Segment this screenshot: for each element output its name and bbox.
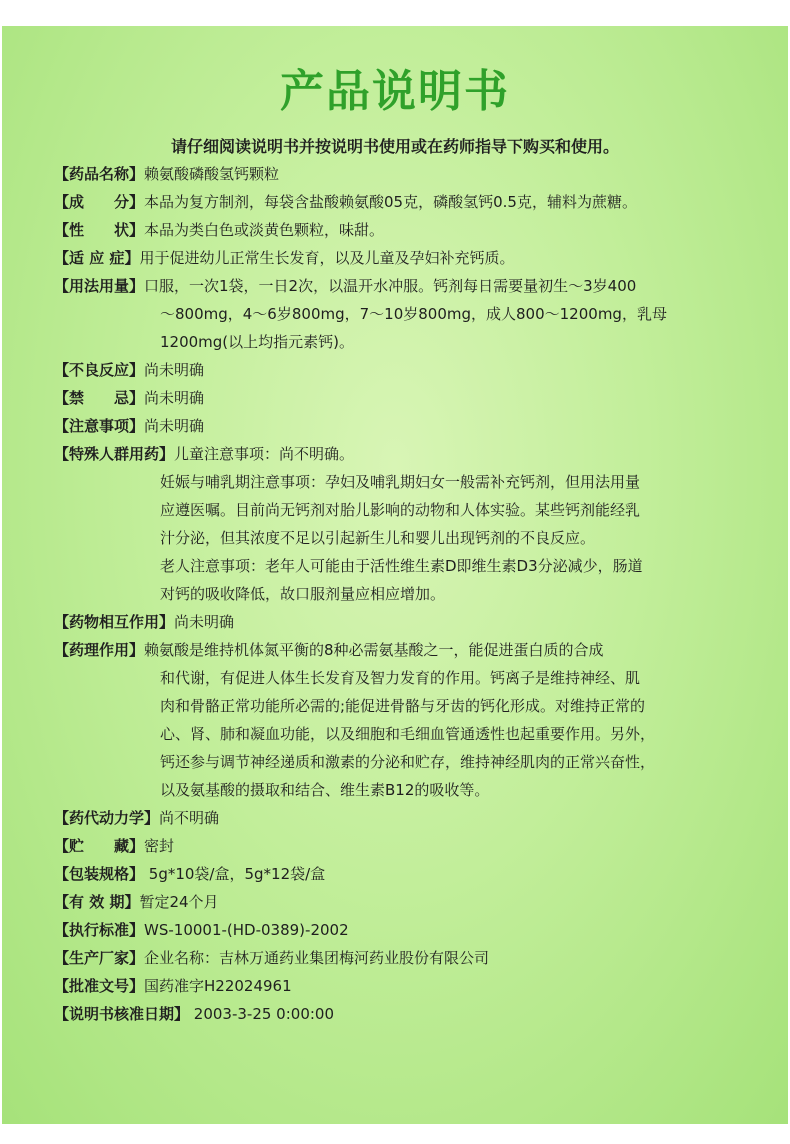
entry-special-populations-cont-3: 汁分泌，但其浓度不足以引起新生儿和婴儿出现钙剂的不良反应。 xyxy=(160,529,596,547)
entry-shelf-life: 【有 效 期】暂定24个月 xyxy=(54,893,219,911)
entry-special-populations: 【特殊人群用药】儿童注意事项：尚不明确。 xyxy=(54,445,355,463)
entry-appearance: 【性 状】本品为类白色或淡黄色颗粒，味甜。 xyxy=(54,221,385,239)
entry-pharmacology: 【药理作用】赖氨酸是维持机体氮平衡的8种必需氨基酸之一，能促进蛋白质的合成 xyxy=(54,641,604,659)
entry-dosage: 【用法用量】口服，一次1袋，一日2次，以温开水冲服。钙剂每日需要量初生～3岁400 xyxy=(54,277,637,295)
instruction-sheet xyxy=(2,26,788,1124)
entry-dosage-cont-1: ～800mg，4～6岁800mg，7～10岁800mg，成人800～1200mg，乳母 xyxy=(160,305,667,323)
entry-pharmacology-cont-2: 肉和骨骼正常功能所必需的;能促进骨骼与牙齿的钙化形成。对维持正常的 xyxy=(160,697,646,715)
entry-approval-date: 【说明书核准日期】 2003-3-25 0:00:00 xyxy=(54,1005,335,1023)
entry-adverse-reactions: 【不良反应】尚未明确 xyxy=(54,361,205,379)
entry-pharmacology-cont-1: 和代谢，有促进人体生长发育及智力发育的作用。钙离子是维持神经、肌 xyxy=(160,669,641,687)
entry-precautions: 【注意事项】尚未明确 xyxy=(54,417,205,435)
entry-storage: 【贮 藏】密封 xyxy=(54,837,175,855)
entry-pharmacology-cont-3: 心、肾、肺和凝血功能，以及细胞和毛细血管通透性也起重要作用。另外， xyxy=(160,725,656,743)
entry-special-populations-cont-1: 妊娠与哺乳期注意事项：孕妇及哺乳期妇女一般需补充钙剂，但用法用量 xyxy=(160,473,641,491)
entry-drug-name: 【药品名称】赖氨酸磷酸氢钙颗粒 xyxy=(54,165,280,183)
entry-packaging: 【包装规格】 5g*10袋/盒，5g*12袋/盒 xyxy=(54,865,326,883)
entry-standard: 【执行标准】WS-10001-(HD-0389)-2002 xyxy=(54,921,349,939)
entry-pharmacology-cont-4: 钙还参与调节神经递质和激素的分泌和贮存，维持神经肌肉的正常兴奋性， xyxy=(160,753,656,771)
entry-dosage-cont-2: 1200mg(以上均指元素钙)。 xyxy=(160,333,355,351)
page-subtitle: 请仔细阅读说明书并按说明书使用或在药师指导下购买和使用。 xyxy=(170,137,619,156)
page-title: 产品说明书 xyxy=(280,66,510,117)
entry-special-populations-cont-4: 老人注意事项：老年人可能由于活性维生素D即维生素D3分泌减少，肠道 xyxy=(160,557,643,575)
entry-contraindications: 【禁 忌】尚未明确 xyxy=(54,389,205,407)
entry-drug-interactions: 【药物相互作用】尚未明确 xyxy=(54,613,235,631)
entry-special-populations-cont-2: 应遵医嘱。目前尚无钙剂对胎儿影响的动物和人体实验。某些钙剂能经乳 xyxy=(160,501,641,519)
entry-approval-number: 【批准文号】国药准字H22024961 xyxy=(54,977,292,995)
entry-pharmacology-cont-5: 以及氨基酸的摄取和结合、维生素B12的吸收等。 xyxy=(160,781,490,799)
entry-special-populations-cont-5: 对钙的吸收降低，故口服剂量应相应增加。 xyxy=(160,585,446,603)
entry-manufacturer: 【生产厂家】企业名称：吉林万通药业集团梅河药业股份有限公司 xyxy=(54,949,490,967)
entry-composition: 【成 分】本品为复方制剂，每袋含盐酸赖氨酸05克，磷酸氢钙0.5克，辅料为蔗糖。 xyxy=(54,193,637,211)
entry-list xyxy=(54,160,754,1028)
entry-indications: 【适 应 症】用于促进幼儿正常生长发育，以及儿童及孕妇补充钙质。 xyxy=(54,249,515,267)
entry-pharmacokinetics: 【药代动力学】尚不明确 xyxy=(54,809,220,827)
